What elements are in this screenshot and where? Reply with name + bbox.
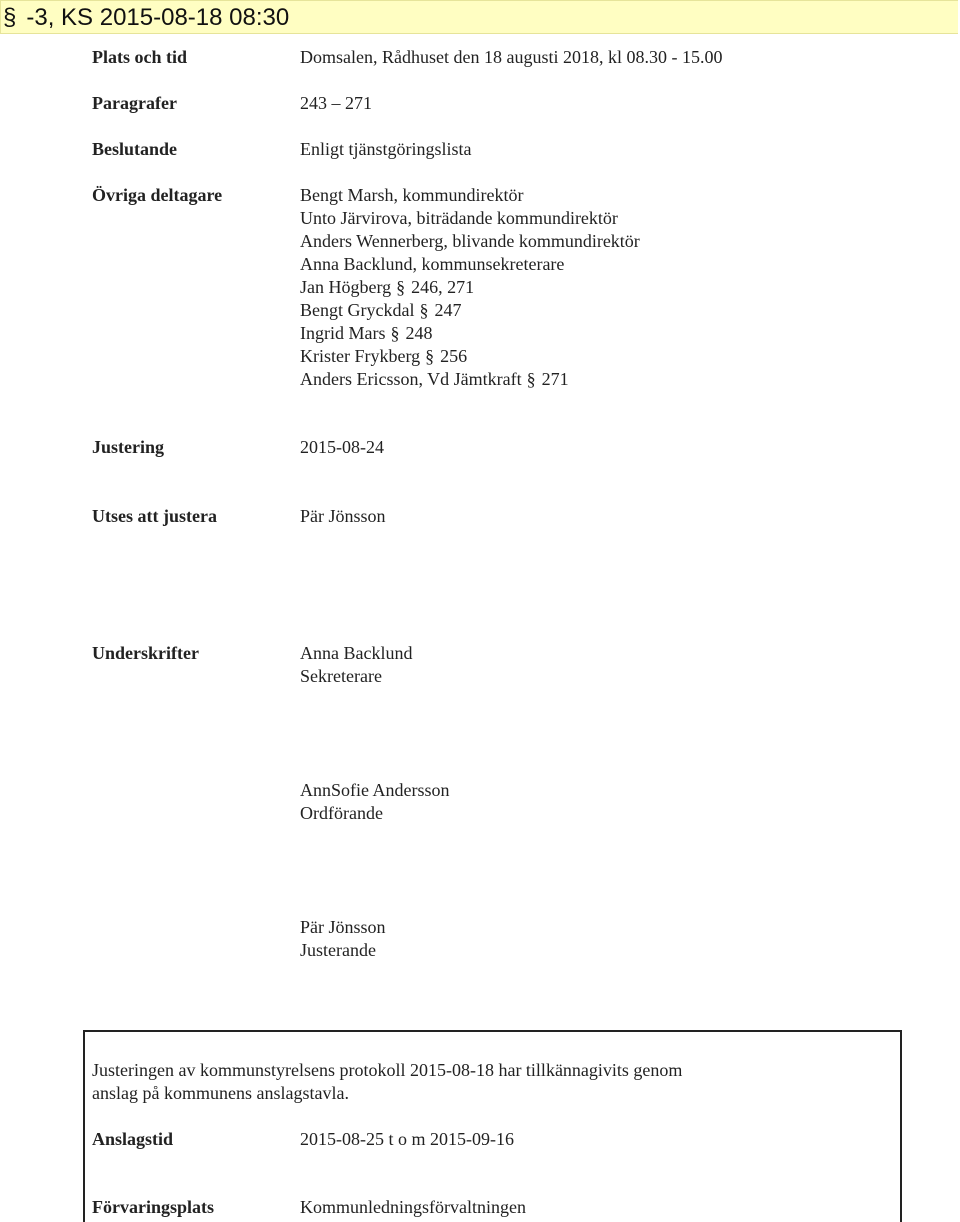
participant-name: Bengt Gryckdal	[300, 300, 415, 320]
participant-name: Anders Ericsson, Vd Jämtkraft	[300, 369, 522, 389]
paragrafer-label: Paragrafer	[92, 93, 177, 113]
signer-role: Sekreterare	[300, 666, 382, 686]
page-header-banner	[0, 0, 958, 34]
participant-line	[300, 276, 640, 299]
participant-line	[300, 322, 640, 345]
participant-paragraphs: 246, 271	[411, 277, 475, 297]
signature-block	[300, 779, 450, 825]
beslutande-value: Enligt tjänstgöringslista	[300, 139, 472, 159]
participant-line	[300, 345, 640, 368]
participant-paragraphs: 256	[440, 346, 468, 366]
participants-list	[300, 184, 640, 391]
participant-paragraphs: 271	[541, 369, 569, 389]
participant-name: Jan Högberg	[300, 277, 392, 297]
banner-title-text: -3, KS 2015-08-18 08:30	[26, 4, 290, 31]
utses-value: Pär Jönsson	[300, 506, 386, 526]
signer-role: Ordförande	[300, 803, 383, 823]
anslagstid-label: Anslagstid	[92, 1129, 174, 1149]
paragraph-symbol: §	[419, 300, 429, 320]
signature-block	[300, 642, 412, 688]
signer-role: Justerande	[300, 940, 376, 960]
underskrifter-label: Underskrifter	[92, 643, 199, 663]
participant-paragraphs: 248	[405, 323, 433, 343]
plats-value: Domsalen, Rådhuset den 18 augusti 2018, kl 08.30 - 15.00	[300, 47, 723, 67]
justering-label: Justering	[92, 437, 164, 457]
participant-line	[300, 299, 640, 322]
signature-block	[300, 916, 386, 962]
signer-name: AnnSofie Andersson	[300, 780, 450, 800]
notice-text-line: anslag på kommunens anslagstavla.	[92, 1083, 349, 1103]
forvaringsplats-label: Förvaringsplats	[92, 1197, 215, 1217]
participant-name: Krister Frykberg	[300, 346, 421, 366]
participant-line: Unto Järvirova, biträdande kommundirektör	[300, 208, 618, 228]
posting-notice-box	[83, 1030, 902, 1222]
participant-line: Anders Wennerberg, blivande kommundirektör	[300, 231, 640, 251]
paragraph-symbol: §	[396, 277, 406, 297]
banner-title	[3, 4, 289, 32]
plats-label: Plats och tid	[92, 47, 188, 67]
participant-line: Anna Backlund, kommunsekreterare	[300, 254, 565, 274]
utses-label: Utses att justera	[92, 506, 217, 526]
participant-paragraphs: 247	[434, 300, 462, 320]
notice-text	[92, 1059, 792, 1105]
justering-value: 2015-08-24	[300, 437, 384, 457]
paragraph-symbol: §	[390, 323, 400, 343]
signer-name: Anna Backlund	[300, 643, 413, 663]
paragraph-symbol: §	[3, 4, 17, 31]
paragraph-symbol: §	[526, 369, 536, 389]
forvaringsplats-value: Kommunledningsförvaltningen	[300, 1197, 526, 1217]
paragrafer-value: 243 – 271	[300, 93, 372, 113]
participant-line	[300, 368, 640, 391]
notice-text-line: Justeringen av kommunstyrelsens protokoll 2015-08-18 har tillkännagivits genom	[92, 1060, 683, 1080]
participant-line: Bengt Marsh, kommundirektör	[300, 185, 524, 205]
signer-name: Pär Jönsson	[300, 917, 386, 937]
anslagstid-value: 2015-08-25 t o m 2015-09-16	[300, 1129, 514, 1149]
ovriga-label: Övriga deltagare	[92, 185, 223, 205]
paragraph-symbol: §	[425, 346, 435, 366]
beslutande-label: Beslutande	[92, 139, 178, 159]
participant-name: Ingrid Mars	[300, 323, 386, 343]
